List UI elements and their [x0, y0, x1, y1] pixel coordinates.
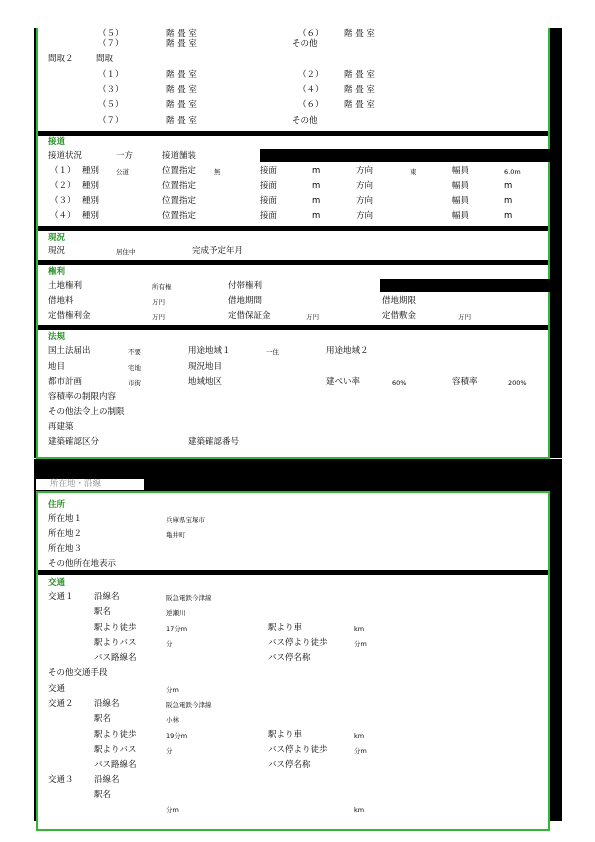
road-r1-shitei-label: 位置指定: [162, 166, 197, 176]
madori-top-5-unit: 階 畳 室: [166, 29, 197, 39]
rights-heading: 権利: [48, 267, 66, 277]
road-r2-no: （２）: [50, 181, 76, 191]
transit1-line-label: 沿線名: [94, 592, 120, 602]
madori-top-6: （６）: [298, 29, 324, 39]
law-other-limit-label: その他法令上の制限: [48, 407, 125, 417]
transit2-walk-label: 駅より徒歩: [94, 730, 137, 740]
madori2-sub: 間取: [96, 54, 114, 64]
rights-period-label: 借地期間: [228, 296, 263, 306]
transit1-line: 阪急電鉄今津線: [166, 594, 212, 602]
current-value: 居住中: [116, 248, 136, 256]
madori2-r1-a: （１）: [98, 70, 124, 80]
law-use2-label: 用途地域２: [326, 346, 369, 356]
transit1-walk-label: 駅より徒歩: [94, 623, 137, 633]
transit1-busstop-walk-label: バス停より徒歩: [268, 638, 328, 648]
current-heading: 現況: [48, 233, 66, 243]
rights-limit-label: 借地期限: [382, 296, 417, 306]
transit2-busstop-walk: 分m: [354, 747, 367, 755]
road-r4-shitei-label: 位置指定: [162, 211, 197, 221]
transit1-bus-label: 駅よりバス: [94, 638, 137, 648]
separator-band: [34, 459, 562, 478]
rights-rent-value: 万円: [152, 298, 165, 306]
road-r2-width-label: 幅員: [452, 181, 470, 191]
section-bar-law: [38, 325, 548, 330]
law-city-value: 市街: [128, 379, 141, 387]
law-notice-label: 国土法届出: [48, 346, 91, 356]
road-r3-shitei-label: 位置指定: [162, 196, 197, 206]
road-r1-dir-label: 方向: [356, 166, 374, 176]
transit2-km: km: [354, 732, 365, 740]
road-r2-m: m: [312, 181, 321, 191]
road-r3-m: m: [312, 196, 321, 206]
transit2-busline-label: バス路線名: [94, 760, 137, 770]
transit3-walk: 分m: [166, 806, 179, 814]
rights-attach-block: [380, 279, 550, 292]
road-r3-width-label: 幅員: [452, 196, 470, 206]
transit2-station-label: 駅名: [94, 714, 112, 724]
road-r2-contact-label: 接面: [260, 181, 278, 191]
transit2-station: 小林: [166, 716, 179, 724]
transit2-line: 阪急電鉄今津線: [166, 701, 212, 709]
road-paving-label: 接道舗装: [162, 151, 197, 161]
address-addr1-label: 所在地１: [48, 514, 83, 524]
transit-heading: 交通: [48, 578, 66, 588]
madori2-r2-a: （３）: [98, 85, 124, 95]
transit1-bus: 分: [166, 640, 173, 648]
road-heading: 接道: [48, 137, 66, 147]
madori2-r2-b: 階 畳 室: [166, 85, 197, 95]
road-r4-type-label: 種別: [82, 211, 100, 221]
rights-rent-label: 借地料: [48, 296, 74, 306]
address-addr3-label: 所在地３: [48, 544, 83, 554]
transit1-km: km: [354, 625, 365, 633]
road-r4-m: m: [312, 211, 321, 221]
section-bar-transit: [38, 570, 548, 575]
rights-deposit-label: 定借保証金: [228, 311, 271, 321]
road-status-value: 一方: [116, 151, 134, 161]
transit2-line-label: 沿線名: [94, 699, 120, 709]
road-r3-dir-label: 方向: [356, 196, 374, 206]
transit2-bus: 分: [166, 747, 173, 755]
law-use1-label: 用途地域１: [188, 346, 231, 356]
madori2-r3-d: 階 畳 室: [344, 100, 375, 110]
transit3-km: km: [354, 806, 365, 814]
transit1-car-label: 駅より車: [268, 623, 303, 633]
madori2-r1-b: 階 畳 室: [166, 70, 197, 80]
transit-kotsu-label: 交通: [48, 684, 66, 694]
rights-shiki-label: 定借敷金: [382, 311, 417, 321]
madori-top-6-unit: 階 畳 室: [344, 29, 375, 39]
madori2-label: 間取２: [48, 54, 74, 64]
rights-fixed-label: 定借権利金: [48, 311, 91, 321]
road-r4-no: （４）: [50, 211, 76, 221]
madori-top-7-unit: 階 畳 室: [166, 39, 197, 49]
road-r3-contact-label: 接面: [260, 196, 278, 206]
madori2-r3-b: 階 畳 室: [166, 100, 197, 110]
madori2-r1-c: （２）: [298, 70, 324, 80]
road-r1-dir: 東: [410, 168, 417, 176]
madori-top-7: （７）: [98, 39, 124, 49]
road-r1-type-label: 種別: [82, 166, 100, 176]
transit-kotsu-value: 分m: [166, 686, 179, 694]
road-r4-width-label: 幅員: [452, 211, 470, 221]
law-use1-value: 一住: [266, 348, 279, 356]
address-addr1-value: 兵庫県宝塚市: [166, 516, 205, 524]
rights-shiki-value: 万円: [458, 313, 471, 321]
section-bar-rights: [38, 260, 548, 265]
law-heading: 法規: [48, 332, 66, 342]
law-confirm-no-label: 建築確認番号: [188, 437, 240, 447]
madori2-r4-a: （７）: [98, 116, 124, 126]
madori-top-other: その他: [292, 39, 318, 49]
transit3-station-label: 駅名: [94, 790, 112, 800]
road-r4-dir-label: 方向: [356, 211, 374, 221]
road-r3-no: （３）: [50, 196, 76, 206]
right-black-bar-bottom: [548, 491, 562, 821]
transit1-walk: 17分m: [166, 625, 188, 633]
law-bcr-value: 60%: [392, 379, 407, 387]
road-r2-shitei-label: 位置指定: [162, 181, 197, 191]
madori2-r2-d: 階 畳 室: [344, 85, 375, 95]
madori2-r1-d: 階 畳 室: [344, 70, 375, 80]
transit2-car-label: 駅より車: [268, 730, 303, 740]
road-r1-width: 6.0m: [504, 168, 521, 176]
section-bar-current: [38, 226, 548, 231]
law-far-label: 容積率: [452, 377, 478, 387]
road-r1-shitei: 無: [214, 168, 221, 176]
law-district-label: 地域地区: [188, 377, 223, 387]
road-r2-type-label: 種別: [82, 181, 100, 191]
road-r4-contact-label: 接面: [260, 211, 278, 221]
transit1-busstop-name-label: バス停名称: [268, 653, 311, 663]
madori2-r3-a: （５）: [98, 100, 124, 110]
law-chimoku-label: 地目: [48, 362, 66, 372]
road-r1-contact-label: 接面: [260, 166, 278, 176]
current-label: 現況: [48, 246, 66, 256]
right-black-bar-top: [548, 28, 562, 458]
section-bar-road: [38, 131, 548, 136]
rights-fixed-value: 万円: [152, 313, 165, 321]
road-paving-block: [260, 149, 550, 162]
transit-other-means-label: その他交通手段: [48, 668, 108, 678]
madori2-r2-c: （４）: [298, 85, 324, 95]
road-r1-no: （１）: [50, 166, 76, 176]
law-bcr-label: 建ぺい率: [326, 377, 361, 387]
madori2-r4-b: 階 畳 室: [166, 116, 197, 126]
road-status-label: 接道状況: [48, 151, 83, 161]
address-heading: 住所: [48, 500, 66, 510]
madori2-r3-c: （６）: [298, 100, 324, 110]
transit2-bus-label: 駅よりバス: [94, 745, 137, 755]
address-addr2-label: 所在地２: [48, 529, 83, 539]
road-r2-dir-label: 方向: [356, 181, 374, 191]
transit1-station-label: 駅名: [94, 607, 112, 617]
transit3-label: 交通３: [48, 775, 74, 785]
road-r1-width-label: 幅員: [452, 166, 470, 176]
road-r4-width: m: [504, 211, 513, 221]
rights-deposit-value: 万円: [306, 313, 319, 321]
transit1-busline-label: バス路線名: [94, 653, 137, 663]
address-other-label: その他所在地表示: [48, 559, 117, 569]
rights-land-value: 所有権: [152, 283, 172, 291]
madori2-r4-c: その他: [292, 116, 318, 126]
address-addr2-value: 亀井町: [166, 531, 186, 539]
law-chimoku-value: 宅地: [128, 364, 141, 372]
transit2-label: 交通２: [48, 699, 74, 709]
transit1-label: 交通１: [48, 592, 74, 602]
law-confirm-label: 建築確認区分: [48, 437, 100, 447]
transit2-walk: 19分m: [166, 732, 188, 740]
law-city-label: 都市計画: [48, 377, 83, 387]
current-completion-label: 完成予定年月: [192, 246, 244, 256]
madori-top-5: （５）: [98, 29, 124, 39]
transit2-busstop-walk-label: バス停より徒歩: [268, 745, 328, 755]
transit1-busstop-walk: 分m: [354, 640, 367, 648]
road-r3-width: m: [504, 196, 513, 206]
rights-attach-label: 付帯権利: [228, 281, 263, 291]
road-r2-width: m: [504, 181, 513, 191]
transit1-station: 逆瀬川: [166, 609, 186, 617]
transit2-busstop-name-label: バス停名称: [268, 760, 311, 770]
law-genkyo-label: 現況地目: [188, 362, 223, 372]
law-notice-value: 不要: [128, 348, 141, 356]
rights-land-label: 土地権利: [48, 281, 83, 291]
road-r1-m: m: [312, 166, 321, 176]
transit3-line-label: 沿線名: [94, 775, 120, 785]
law-far-value: 200%: [508, 379, 527, 387]
law-rebuild-label: 再建築: [48, 422, 74, 432]
road-r1-type: 公道: [116, 168, 129, 176]
road-r3-type-label: 種別: [82, 196, 100, 206]
tab-location[interactable]: 所在地・沿線: [36, 479, 144, 490]
law-far-limit-label: 容積率の制限内容: [48, 392, 117, 402]
